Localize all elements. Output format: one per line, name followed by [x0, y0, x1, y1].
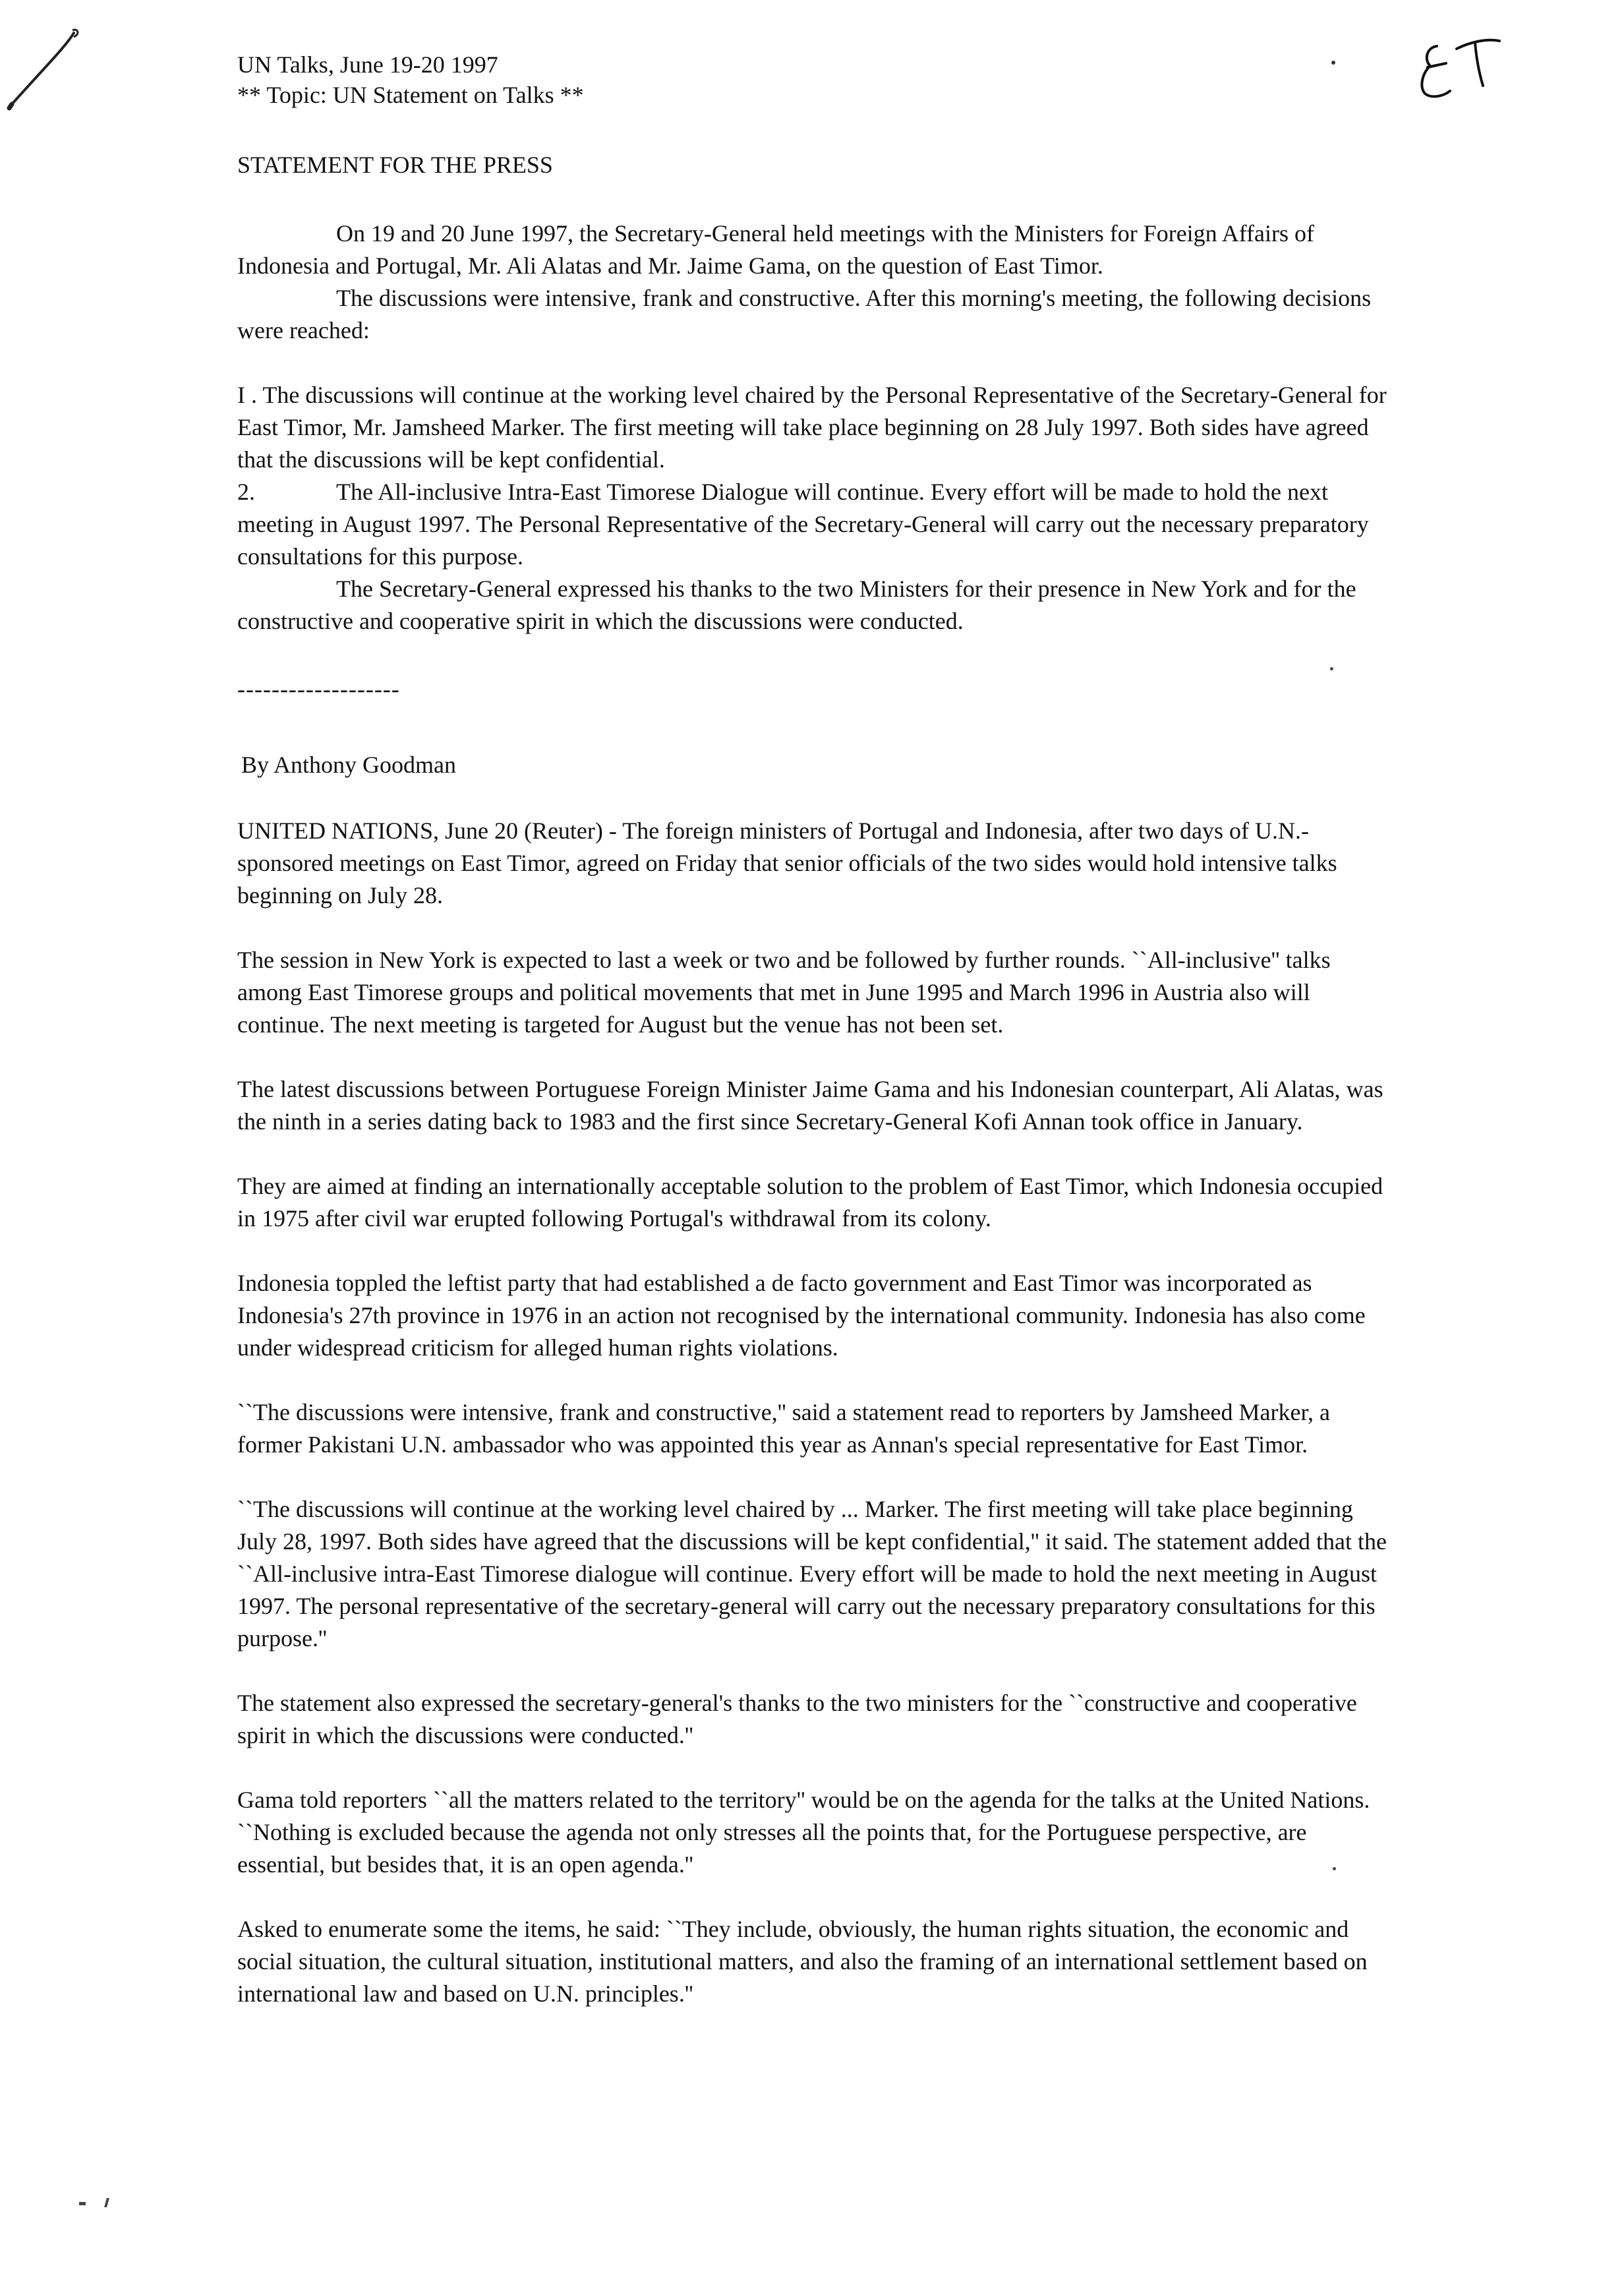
statement-item-2-text: The All-inclusive Intra-East Timorese Dialogue will continue. Every effort will be made to hold the next meeting in August 1997. The Personal Representative of the Secretary-General will carry out the necessary preparatory consultations for this purpose.: [237, 479, 1369, 570]
statement-title: STATEMENT FOR THE PRESS: [237, 152, 553, 178]
statement-item-2: [237, 476, 1397, 573]
statement-paragraph: On 19 and 20 June 1997, the Secretary-General held meetings with the Ministers for Foreign Affairs of Indonesia and Portugal, Mr. Ali Alatas and Mr. Jaime Gama, on the question of East Timor.: [237, 220, 1314, 279]
statement-paragraph: The discussions were intensive, frank and constructive. After this morning's meeting, the following decisions were reached:: [237, 285, 1372, 343]
article-paragraph: ``The discussions will continue at the working level chaired by ... Marker. The first meeting will take place beginning July 28, 1997. Both sides have agreed that the discussions will be kept confidential,'' it said. The statement added that the ``All-inclusive intra-East Timorese dialogue will continue. Every effort will be made to hold the next meeting in August 1997. The personal representative of the secretary-general will carry out the necessary preparatory consultations for this purpose.'': [237, 1496, 1387, 1651]
statement-body: [237, 218, 1397, 638]
statement-paragraph: The Secretary-General expressed his thanks to the two Ministers for their presence in New York and for the constructive and cooperative spirit in which the discussions were conducted.: [237, 576, 1356, 634]
header-line-2: ** Topic: UN Statement on Talks **: [237, 82, 584, 108]
handwritten-check-mark: [0, 20, 92, 112]
statement-item-2-number: 2.: [237, 479, 255, 505]
article-paragraph: The statement also expressed the secretary-general's thanks to the two ministers for the ``constructive and cooperative spirit in which the discussions were conducted.'': [237, 1690, 1357, 1748]
article-body: [237, 815, 1397, 2010]
article-paragraph: The latest discussions between Portuguese Foreign Minister Jaime Gama and his Indonesian counterpart, Ali Alatas, was the ninth in a series dating back to 1983 and the first since Secretary-General Kofi Annan took office in January.: [237, 1076, 1383, 1135]
header-line-1: UN Talks, June 19-20 1997: [237, 51, 498, 78]
article-byline: By Anthony Goodman: [241, 752, 457, 778]
stray-mark: [104, 2198, 109, 2207]
article-paragraph: ``The discussions were intensive, frank and constructive,'' said a statement read to reporters by Jamsheed Marker, a former Pakistani U.N. ambassador who was appointed this year as Annan's special representative for East Timor.: [237, 1399, 1330, 1458]
section-separator: -------------------: [237, 676, 400, 702]
stray-mark: [79, 2202, 86, 2205]
handwritten-initials: [1410, 33, 1509, 105]
article-paragraph: Gama told reporters ``all the matters related to the territory'' would be on the agenda for the talks at the United Nations. ``Nothing is excluded because the agenda not only stresses all the points that, for the Portuguese perspective, are essential, but besides that, it is an open agenda.'': [237, 1787, 1370, 1878]
article-paragraph: UNITED NATIONS, June 20 (Reuter) - The foreign ministers of Portugal and Indonesia, after two days of U.N.-sponsored meetings on East Timor, agreed on Friday that senior officials of the two sides would hold intensive talks beginning on July 28.: [237, 818, 1337, 908]
stray-dot: [1330, 667, 1333, 670]
article-paragraph: They are aimed at finding an internationally acceptable solution to the problem of East Timor, which Indonesia occupied in 1975 after civil war erupted following Portugal's withdrawal from its colony.: [237, 1173, 1383, 1232]
article-paragraph: Asked to enumerate some the items, he said: ``They include, obviously, the human rights situation, the economic and social situation, the cultural situation, institutional matters, and also the framing of an international settlement based on international law and based on U.N. principles.'': [237, 1916, 1368, 2007]
stray-dot: [1331, 61, 1335, 65]
statement-item-1: I . The discussions will continue at the working level chaired by the Personal Representative of the Secretary-General for East Timor, Mr. Jamsheed Marker. The first meeting will take place beginning on 28 July 1997. Both sides have agreed that the discussions will be kept confidential.: [237, 382, 1387, 473]
article-paragraph: Indonesia toppled the leftist party that had established a de facto government and East Timor was incorporated as Indonesia's 27th province in 1976 in an action not recognised by the international community. Indonesia has also come under widespread criticism for alleged human rights violations.: [237, 1270, 1366, 1361]
article-paragraph: The session in New York is expected to last a week or two and be followed by further rounds. ``All-inclusive'' talks among East Timorese groups and political movements that met in June 1995 and March 1996 in Austria also will continue. The next meeting is targeted for August but the venue has not been set.: [237, 947, 1331, 1038]
